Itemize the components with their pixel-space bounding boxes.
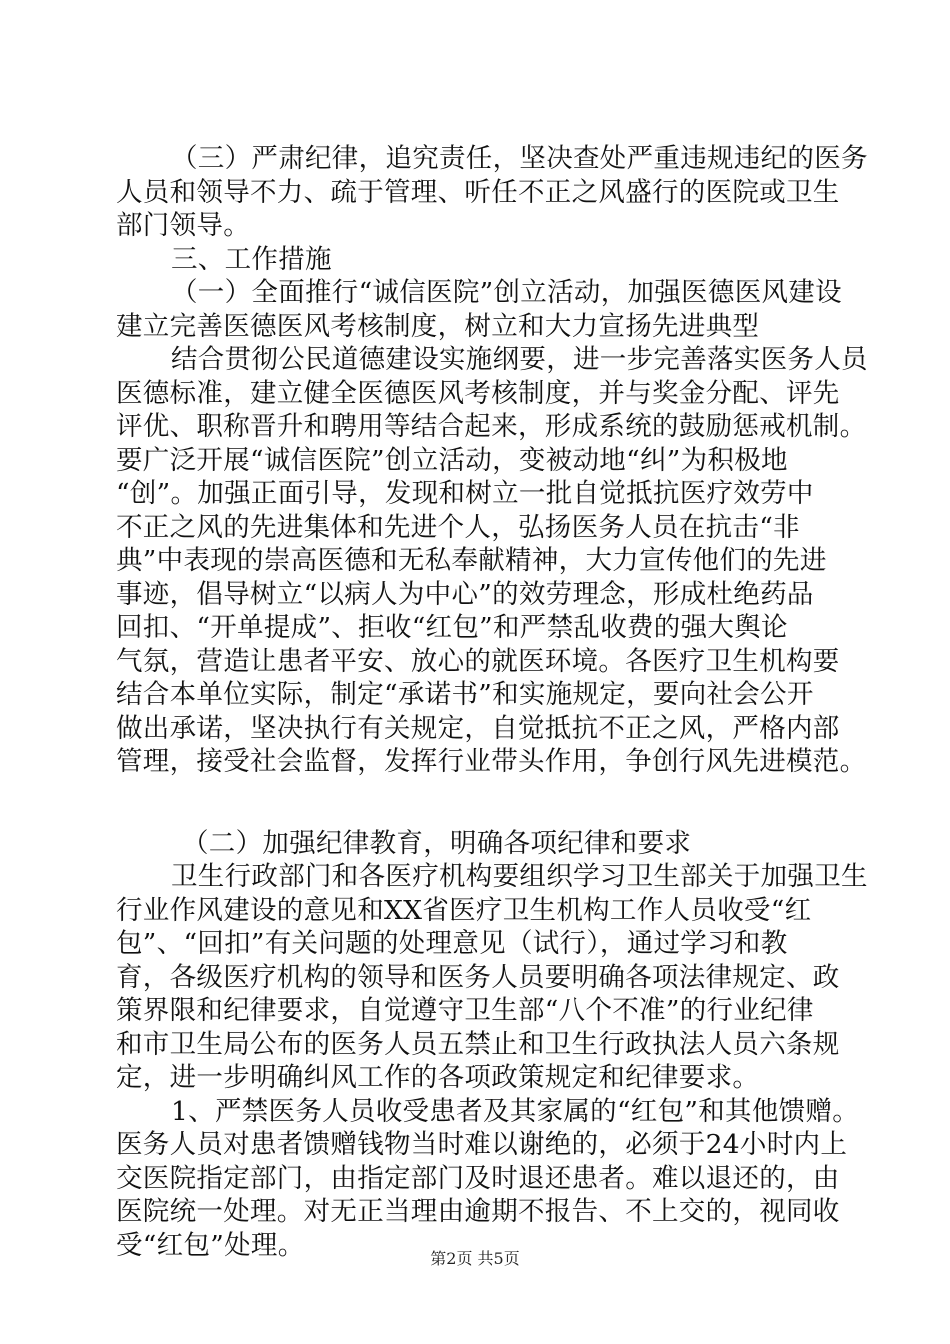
- paragraph-line: 包”、“回扣”有关问题的处理意见（试行），通过学习和教: [116, 928, 788, 959]
- page-number: 第2页 共5页: [430, 1249, 520, 1268]
- paragraph-line: 做出承诺，坚决执行有关规定，自觉抵抗不正之风，严格内部: [116, 712, 840, 744]
- paragraph-line: 策界限和纪律要求，自觉遵守卫生部“八个不准”的行业纪律: [116, 995, 814, 1026]
- subsection-heading: 建立完善医德医风考核制度，树立和大力宣扬先进典型: [116, 310, 760, 342]
- paragraph-line: 交医院指定部门，由指定部门及时退还患者。难以退还的，由: [116, 1162, 840, 1194]
- paragraph-line: 行业作风建设的意见和XX省医疗卫生机构工作人员收受“红: [116, 894, 812, 926]
- paragraph-line: 事迹，倡导树立“以病人为中心”的效劳理念，形成杜绝药品: [116, 578, 814, 610]
- paragraph-line: （三）严肃纪律，追究责任，坚决查处严重违规违纪的医务: [171, 143, 868, 174]
- paragraph-line: 医德标准，建立健全医德医风考核制度，并与奖金分配、评先: [116, 377, 840, 409]
- paragraph-line: 医务人员对患者馈赠钱物当时难以谢绝的，必须于24小时内上: [116, 1129, 848, 1160]
- paragraph-line: 评优、职称晋升和聘用等结合起来，形成系统的鼓励惩戒机制。: [116, 411, 867, 442]
- paragraph-line: 回扣、“开单提成”、拒收“红包”和严禁乱收费的强大舆论: [116, 612, 788, 643]
- subsection-heading: （二）加强纪律教育，明确各项纪律和要求: [182, 827, 692, 859]
- document-body: [116, 142, 868, 1262]
- subsection-heading: （一）全面推行“诚信医院”创立活动，加强医德医风建设: [171, 277, 842, 308]
- paragraph-line: 管理，接受社会监督，发挥行业带头作用，争创行风先进模范。: [116, 746, 867, 777]
- paragraph-line: 要广泛开展“诚信医院”创立活动，变被动地“纠”为积极地: [116, 444, 788, 476]
- paragraph-line: 定，进一步明确纠风工作的各项政策规定和纪律要求。: [116, 1062, 760, 1093]
- paragraph-line: 育，各级医疗机构的领导和医务人员要明确各项法律规定、政: [116, 961, 840, 993]
- section-heading: 三、工作措施: [171, 243, 332, 275]
- paragraph-line: 气氛，营造让患者平安、放心的就医环境。各医疗卫生机构要: [116, 645, 840, 677]
- paragraph-spacer: [116, 779, 856, 827]
- paragraph-line: 和市卫生局公布的医务人员五禁止和卫生行政执法人员六条规: [116, 1028, 840, 1060]
- paragraph-line: 人员和领导不力、疏于管理、听任不正之风盛行的医院或卫生: [116, 176, 840, 208]
- paragraph-line: 医院统一处理。对无正当理由逾期不报告、不上交的，视同收: [116, 1196, 840, 1227]
- list-item: 1、严禁医务人员收受患者及其家属的“红包”和其他馈赠。: [171, 1095, 860, 1127]
- paragraph-line: 结合贯彻公民道德建设实施纲要，进一步完善落实医务人员: [171, 344, 868, 375]
- paragraph-line: 卫生行政部门和各医疗机构要组织学习卫生部关于加强卫生: [171, 861, 868, 892]
- paragraph-line: “创”。加强正面引导，发现和树立一批自觉抵抗医疗效劳中: [116, 478, 814, 509]
- paragraph-line: 受“红包”处理。: [116, 1229, 305, 1261]
- paragraph-line: 不正之风的先进集体和先进个人，弘扬医务人员在抗击“非: [116, 511, 800, 543]
- paragraph-line: 部门领导。: [116, 210, 250, 241]
- paragraph-line: 典”中表现的崇高医德和无私奉献精神，大力宣传他们的先进: [116, 545, 827, 576]
- paragraph-line: 结合本单位实际，制定“承诺书”和实施规定，要向社会公开: [116, 679, 814, 710]
